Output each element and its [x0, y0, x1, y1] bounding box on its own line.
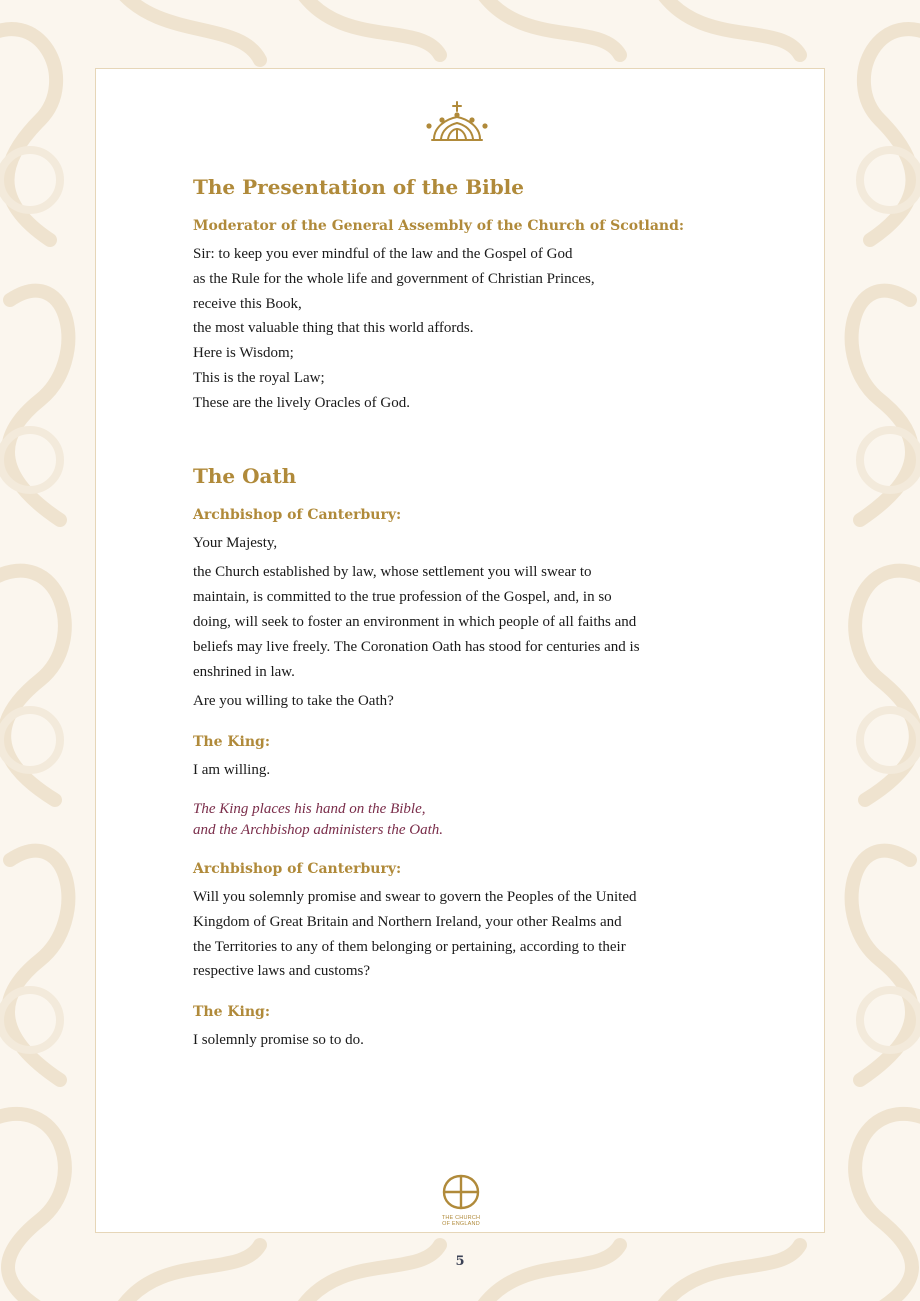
speaker-archbishop: Archbishop of Canterbury:: [193, 506, 402, 523]
order-of-service-text: [193, 174, 733, 1053]
text-line: Sir: to keep you ever mindful of the law and the Gospel of God: [193, 246, 573, 262]
text-line: the most valuable thing that this world affords.: [193, 320, 474, 337]
text-line: the Territories to any of them belonging or pertaining, according to their: [193, 938, 626, 955]
section-heading-oath: The Oath: [193, 463, 297, 488]
text-line: enshrined in law.: [193, 663, 295, 680]
rubric-line: The King places his hand on the Bible,: [193, 800, 426, 817]
text-line: respective laws and customs?: [193, 963, 371, 980]
church-of-england-logo: [441, 1173, 481, 1231]
text-line: Are you willing to take the Oath?: [193, 693, 394, 710]
text-line: Will you solemnly promise and swear to govern the Peoples of the United: [193, 888, 637, 905]
speaker-king: The King:: [193, 734, 270, 751]
text-line: This is the royal Law;: [193, 369, 325, 386]
text-line: I am willing.: [193, 762, 271, 779]
page-number: 5: [455, 1254, 465, 1269]
text-line: doing, will seek to foster an environment in which people of all faiths and: [193, 613, 637, 630]
text-line: Kingdom of Great Britain and Northern Ireland, your other Realms and: [193, 913, 622, 930]
text-line: Here is Wisdom;: [193, 345, 294, 362]
speaker-moderator: Moderator of the General Assembly of the Church of Scotland:: [193, 218, 685, 234]
text-line: These are the lively Oracles of God.: [193, 394, 410, 411]
page-panel: [95, 68, 825, 1233]
crown-icon: [424, 99, 490, 143]
speaker-archbishop: Archbishop of Canterbury:: [193, 860, 402, 877]
section-heading-presentation: The Presentation of the Bible: [193, 175, 524, 199]
text-line: I solemnly promise so to do.: [193, 1032, 364, 1049]
text-line: the Church established by law, whose settlement you will swear to: [193, 564, 592, 581]
text-line: as the Rule for the whole life and government of Christian Princes,: [193, 270, 595, 287]
church-cross-icon: [441, 1173, 481, 1211]
text-line: beliefs may live freely. The Coronation Oath has stood for centuries and is: [193, 638, 640, 655]
speaker-king: The King:: [193, 1004, 270, 1021]
text-line: receive this Book,: [193, 295, 302, 312]
rubric-line: and the Archbishop administers the Oath.: [193, 821, 443, 838]
text-line: maintain, is committed to the true profession of the Gospel, and, in so: [193, 589, 612, 606]
text-line: Your Majesty,: [193, 534, 278, 551]
logo-text-line1: THE CHURCH: [441, 1215, 481, 1221]
logo-text-line2: OF ENGLAND: [442, 1221, 480, 1227]
